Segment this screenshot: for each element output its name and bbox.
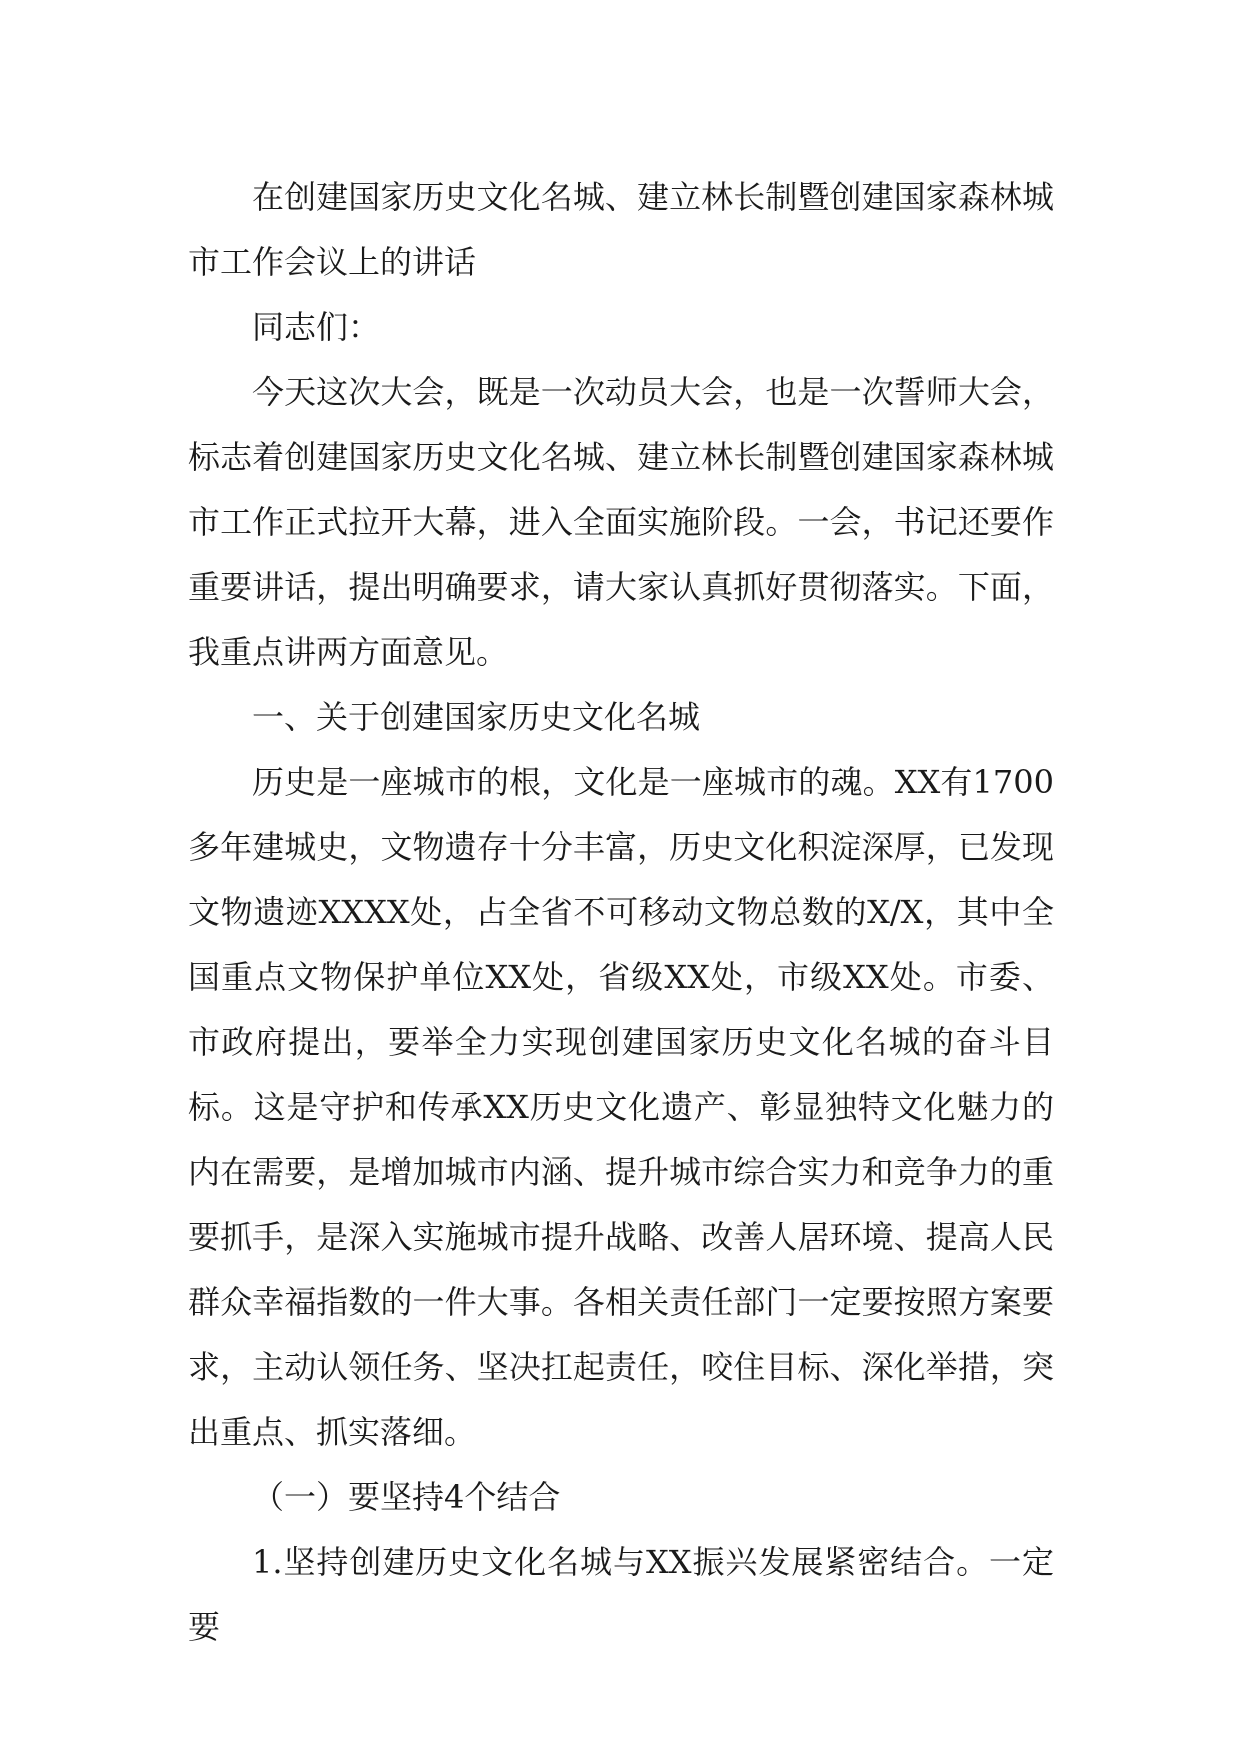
paragraph-history: 历史是一座城市的根，文化是一座城市的魂。XX有1700多年建城史，文物遗存十分丰富，历史文化积淀深厚，已发现文物遗迹XXXX处，占全省不可移动文物总数的X/X，其中全国重点文物保护单位XX处，省级XX处，市级XX处。市委、市政府提出，要举全力实现创建国家历史文化名城的奋斗目标。这是守护和传承XX历史文化遗产、彰显独特文化魅力的内在需要，是增加城市内涵、提升城市综合实力和竞争力的重要抓手，是深入实施城市提升战略、改善人居环境、提高人民群众幸福指数的一件大事。各相关责任部门一定要按照方案要求，主动认领任务、坚决扛起责任，咬住目标、深化举措，突出重点、抓实落细。 bbox=[188, 763, 1054, 1451]
section-heading-1: 一、关于创建国家历史文化名城 bbox=[252, 698, 701, 736]
speech-title: 在创建国家历史文化名城、建立林长制暨创建国家森林城市工作会议上的讲话 bbox=[188, 178, 1054, 281]
paragraph-point-1: 1.坚持创建历史文化名城与XX振兴发展紧密结合。一定要 bbox=[188, 1543, 1054, 1646]
paragraph-intro: 今天这次大会，既是一次动员大会，也是一次誓师大会，标志着创建国家历史文化名城、建立林长制暨创建国家森林城市工作正式拉开大幕，进入全面实施阶段。一会，书记还要作重要讲话，提出明确要求，请大家认真抓好贯彻落实。下面，我重点讲两方面意见。 bbox=[188, 373, 1054, 671]
document-page bbox=[188, 165, 1054, 1660]
salutation: 同志们： bbox=[252, 308, 381, 346]
subsection-heading-1: （一）要坚持4个结合 bbox=[252, 1478, 561, 1516]
